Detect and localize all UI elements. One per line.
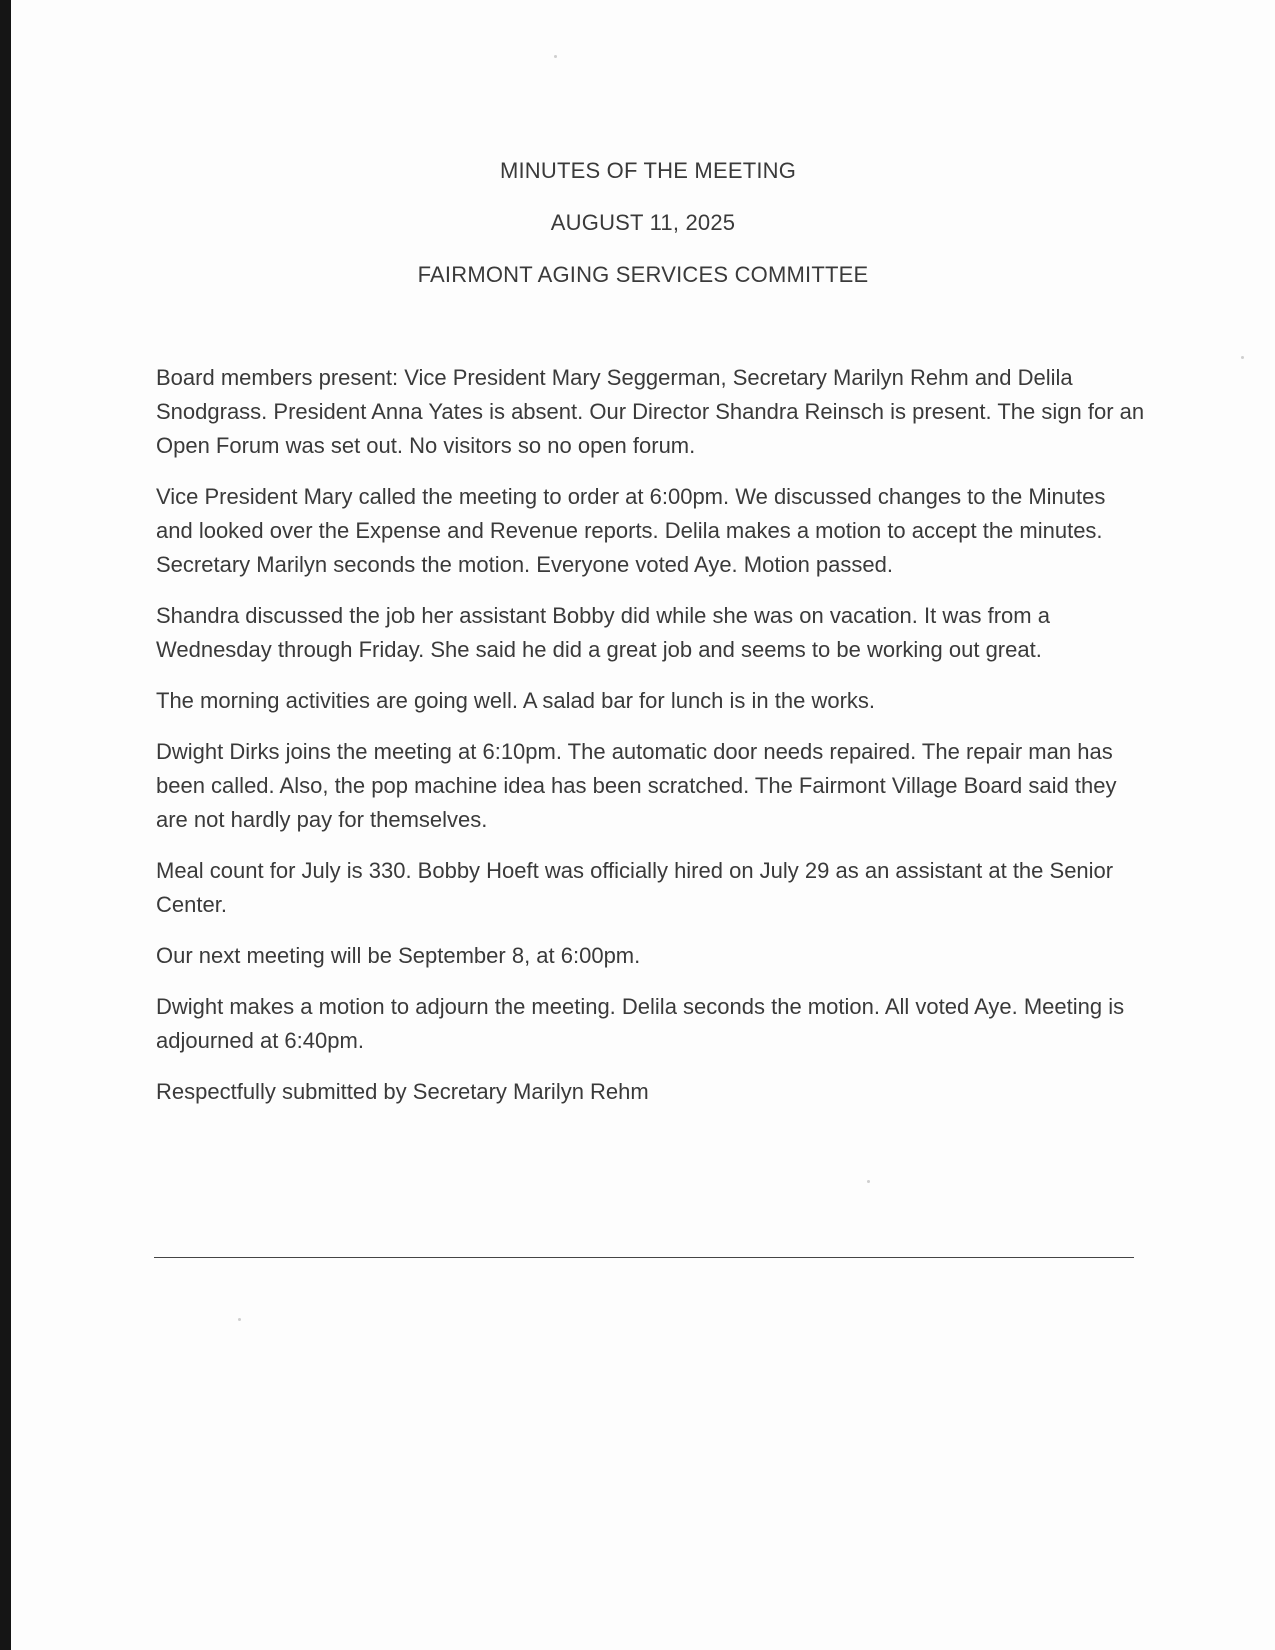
paragraph-next-meeting: Our next meeting will be September 8, at 6:00pm. — [156, 943, 641, 968]
paragraph-submitted-by: Respectfully submitted by Secretary Marilyn Rehm — [156, 1079, 649, 1104]
scan-speck — [554, 55, 557, 58]
meeting-date: AUGUST 11, 2025 — [550, 210, 736, 235]
scan-speck — [867, 1180, 870, 1183]
paragraph-adjournment: Dwight makes a motion to adjourn the meeting. Delila seconds the motion. All voted Aye. Meeting is adjourned at 6:40pm. — [156, 994, 1125, 1053]
document-page — [11, 0, 1275, 1650]
scan-speck — [1241, 356, 1244, 359]
minutes-body — [156, 361, 1146, 1126]
document-title: MINUTES OF THE MEETING — [499, 158, 797, 183]
paragraph-meal-count: Meal count for July is 330. Bobby Hoeft was officially hired on July 29 as an assistant at the Senior Center. — [156, 858, 1114, 917]
scan-edge — [0, 0, 11, 1650]
paragraph-facilities: Dwight Dirks joins the meeting at 6:10pm. The automatic door needs repaired. The repair man has been called. Also, the pop machine idea has been scratched. The Fairmont Village Board said they are not hardly pay for themselves. — [156, 739, 1117, 832]
scan-speck — [238, 1318, 241, 1321]
paragraph-activities: The morning activities are going well. A salad bar for lunch is in the works. — [156, 688, 876, 713]
signature-line — [154, 1257, 1134, 1258]
paragraph-call-to-order: Vice President Mary called the meeting to order at 6:00pm. We discussed changes to the Minutes and looked over the Expense and Revenue reports. Delila makes a motion to accept the minutes. Secretary Marilyn seconds the motion. Everyone voted Aye. Motion passed. — [156, 484, 1106, 577]
paragraph-director-report: Shandra discussed the job her assistant Bobby did while she was on vacation. It was from a Wednesday through Friday. She said he did a great job and seems to be working out great. — [156, 603, 1050, 662]
organization-name: FAIRMONT AGING SERVICES COMMITTEE — [417, 262, 869, 287]
paragraph-attendance: Board members present: Vice President Mary Seggerman, Secretary Marilyn Rehm and Delila Snodgrass. President Anna Yates is absent. Our Director Shandra Reinsch is present. The sign for an Open Forum was set out. No visitors so no open forum. — [156, 365, 1145, 458]
